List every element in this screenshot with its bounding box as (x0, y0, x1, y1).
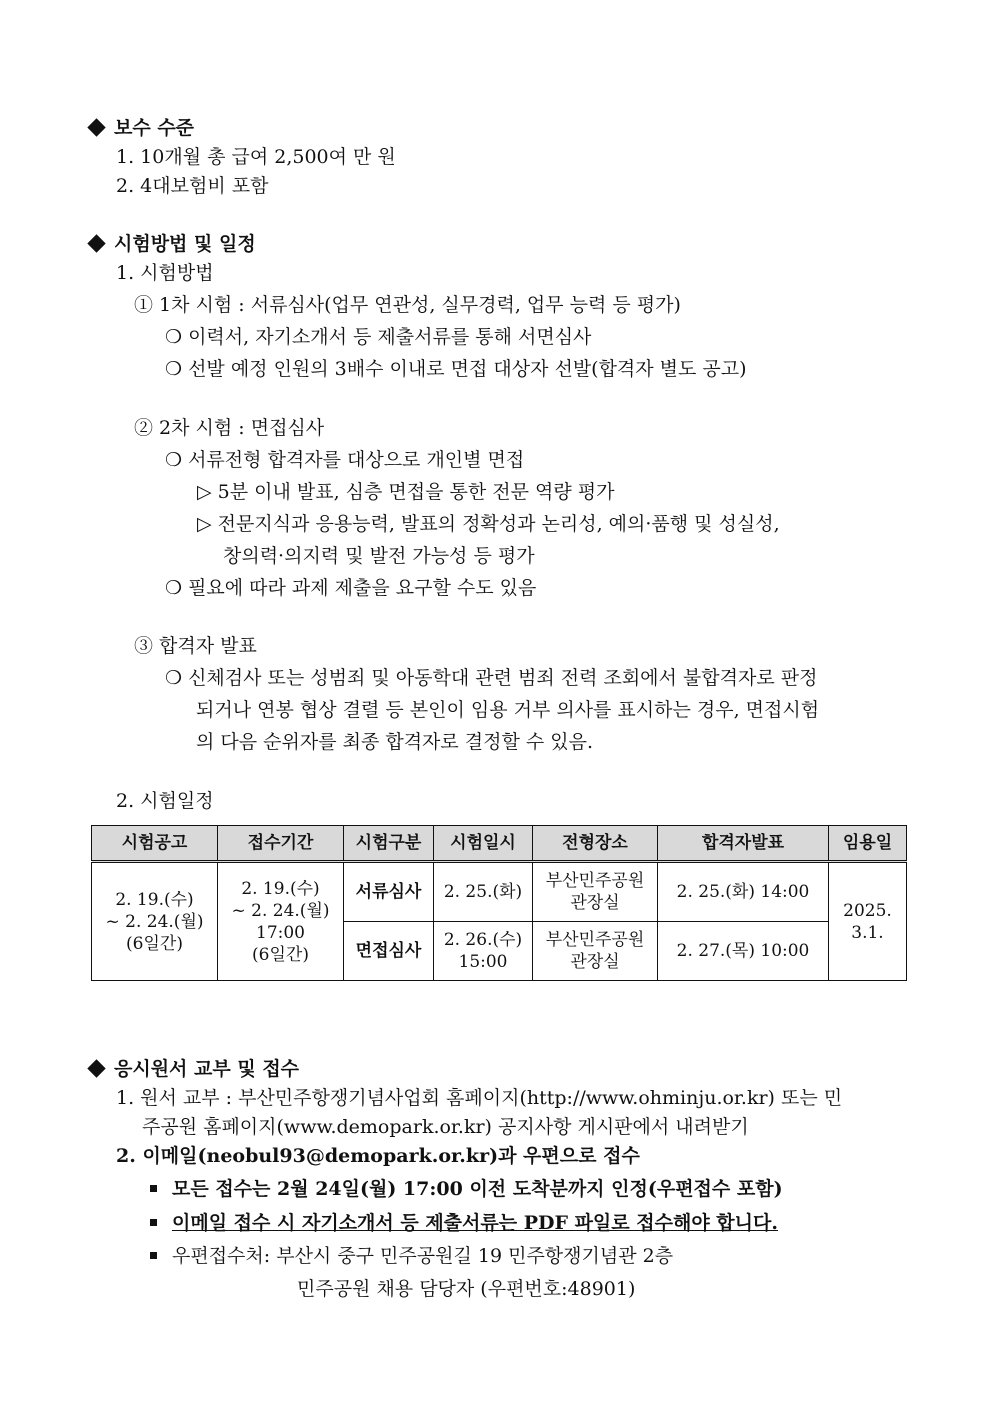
stage1-item-1-text: 이력서, 자기소개서 등 제출서류를 통해 서면심사 (188, 326, 592, 348)
salary-item-1: 1. 10개월 총 급여 2,500여 만 원 (116, 146, 396, 168)
stage1-item-2: ❍ 선발 예정 인원의 3배수 이내로 면접 대상자 선발(합격자 별도 공고) (165, 358, 747, 380)
notice-line: 2. 19.(수) (115, 889, 194, 910)
cell-notice (92, 862, 218, 981)
stage1-title: ① 1차 시험 : 서류심사(업무 연관성, 실무경력, 업무 능력 등 평가) (134, 294, 681, 316)
apply-bullet-3-cont: 민주공원 채용 담당자 (우편번호:48901) (297, 1278, 636, 1300)
notice-line: (6일간) (126, 933, 183, 954)
header-appointment: 임용일 (829, 826, 907, 862)
stage2-sub-1-text: 5분 이내 발표, 심층 면접을 통한 전문 역량 평가 (217, 481, 615, 503)
cell-date-interview (434, 922, 533, 981)
stage2-item-1-text: 서류전형 합격자를 대상으로 개인별 면접 (188, 449, 525, 471)
section-title-exam: 시험방법 및 일정 (114, 233, 256, 255)
square-bullet-icon (150, 1219, 157, 1226)
header-announce: 합격자발표 (658, 826, 829, 862)
cell-place-interview (533, 922, 658, 981)
place-line: 관장실 (570, 893, 620, 913)
stage3-item: ❍ 신체검사 또는 성범죄 및 아동학대 관련 범죄 전력 조회에서 불합격자로 판정 (165, 667, 818, 689)
section-title-apply: 응시원서 교부 및 접수 (114, 1058, 300, 1080)
stage2-sub-2: ▷ 전문지식과 응용능력, 발표의 정확성과 논리성, 예의·품행 및 성실성, (197, 513, 780, 535)
place-line: 관장실 (570, 952, 620, 972)
schedule-heading: 2. 시험일정 (116, 790, 214, 812)
apply-bullet-2: 이메일 접수 시 자기소개서 등 제출서류는 PDF 파일로 접수해야 합니다. (172, 1212, 778, 1234)
header-application: 접수기간 (218, 826, 344, 862)
cell-type-interview: 면접심사 (344, 922, 434, 981)
notice-line: ~ 2. 24.(월) (105, 911, 204, 932)
section-title-salary: 보수 수준 (114, 117, 195, 139)
stage3-line-3: 의 다음 순위자를 최종 합격자로 결정할 수 있음. (196, 731, 594, 753)
schedule-table (91, 825, 907, 981)
stage2-item-1: ❍ 서류전형 합격자를 대상으로 개인별 면접 (165, 449, 525, 471)
application-line: ~ 2. 24.(월) (231, 900, 330, 921)
stage3-title: ③ 합격자 발표 (134, 635, 257, 657)
apply-bullet-3: 우편접수처: 부산시 중구 민주공원길 19 민주항쟁기념관 2층 (172, 1245, 674, 1267)
place-line: 부산민주공원 (545, 871, 645, 891)
cell-place-document (533, 862, 658, 922)
header-notice: 시험공고 (92, 826, 218, 862)
stage2-sub-1: ▷ 5분 이내 발표, 심층 면접을 통한 전문 역량 평가 (197, 481, 615, 503)
cell-announce-interview: 2. 27.(목) 10:00 (658, 922, 829, 981)
application-line: 17:00 (256, 922, 305, 943)
cell-date-document: 2. 25.(화) (434, 862, 533, 922)
stage2-item-2-text: 필요에 따라 과제 제출을 요구할 수도 있음 (188, 577, 537, 599)
diamond-bullet-icon (87, 118, 105, 136)
diamond-bullet-icon (87, 1059, 105, 1077)
header-date: 시험일시 (434, 826, 533, 862)
table-row (92, 862, 907, 922)
place-line: 부산민주공원 (545, 930, 645, 950)
stage3-line-2: 되거나 연봉 협상 결렬 등 본인이 임용 거부 의사를 표시하는 경우, 면접시험 (196, 699, 820, 721)
application-line: 2. 19.(수) (241, 878, 320, 899)
stage2-sub-2-cont: 창의력·의지력 및 발전 가능성 등 평가 (223, 545, 535, 567)
exam-method-heading: 1. 시험방법 (116, 262, 214, 284)
appointment-line: 2025. (843, 900, 892, 921)
date-line: 15:00 (458, 952, 508, 972)
table-header-row (92, 826, 907, 862)
stage3-line-1: 신체검사 또는 성범죄 및 아동학대 관련 범죄 전력 조회에서 불합격자로 판정 (188, 667, 818, 689)
apply-bullet-1: 모든 접수는 2월 24일(월) 17:00 이전 도착분까지 인정(우편접수 포함) (172, 1178, 783, 1200)
stage2-sub-2-text: 전문지식과 응용능력, 발표의 정확성과 논리성, 예의·품행 및 성실성, (217, 513, 780, 535)
stage1-item-1: ❍ 이력서, 자기소개서 등 제출서류를 통해 서면심사 (165, 326, 592, 348)
appointment-line: 3.1. (851, 922, 884, 943)
apply-item-1: 1. 원서 교부 : 부산민주항쟁기념사업회 홈페이지(http://www.ohminju.or.kr) 또는 민 (116, 1087, 843, 1109)
square-bullet-icon (150, 1185, 157, 1192)
header-place: 전형장소 (533, 826, 658, 862)
stage1-item-2-text: 선발 예정 인원의 3배수 이내로 면접 대상자 선발(합격자 별도 공고) (188, 358, 747, 380)
cell-type-document: 서류심사 (344, 862, 434, 922)
stage2-title: ② 2차 시험 : 면접심사 (134, 417, 325, 439)
application-line: (6일간) (252, 944, 309, 965)
date-line: 2. 26.(수) (443, 930, 523, 950)
square-bullet-icon (150, 1252, 157, 1259)
cell-announce-document: 2. 25.(화) 14:00 (658, 862, 829, 922)
diamond-bullet-icon (87, 234, 105, 252)
apply-item-2: 2. 이메일(neobul93@demopark.or.kr)과 우편으로 접수 (116, 1145, 640, 1167)
cell-application (218, 862, 344, 981)
stage2-item-2: ❍ 필요에 따라 과제 제출을 요구할 수도 있음 (165, 577, 537, 599)
cell-appointment (829, 862, 907, 981)
header-type: 시험구분 (344, 826, 434, 862)
salary-item-2: 2. 4대보험비 포함 (116, 175, 269, 197)
apply-item-1-cont: 주공원 홈페이지(www.demopark.or.kr) 공지사항 게시판에서 내려받기 (142, 1116, 749, 1138)
